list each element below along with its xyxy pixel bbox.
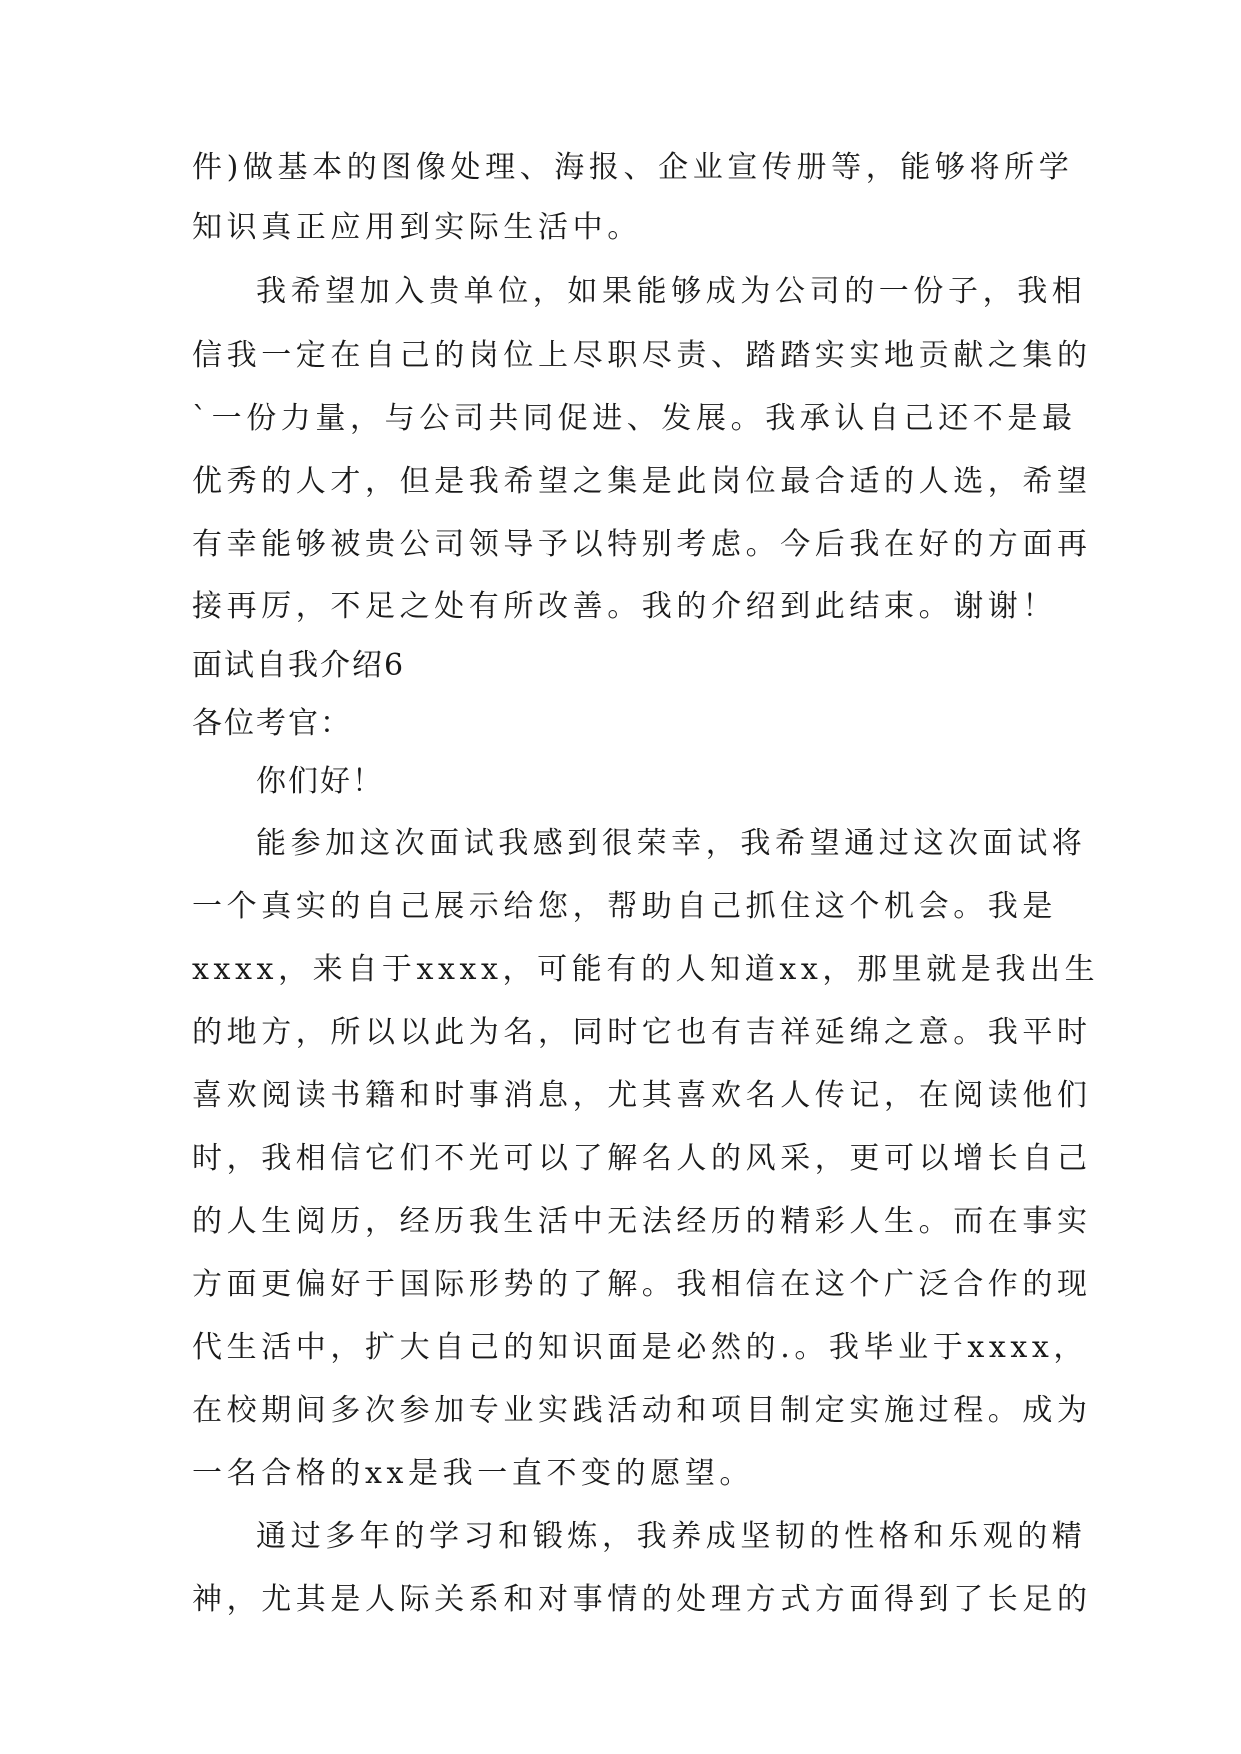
greeting: 你们好！: [256, 764, 384, 799]
text-line-13: 一个真实的自己展示给您，帮助自己抓住这个机会。我是: [192, 889, 1057, 924]
text-line-15: 的地方，所以以此为名，同时它也有吉祥延绵之意。我平时: [192, 1015, 1092, 1050]
text-line-3: 我希望加入贵单位，如果能够成为公司的一份子，我相: [256, 274, 1087, 309]
section-heading: 面试自我介绍6: [192, 648, 406, 683]
text-line-5: `一份力量，与公司共同促进、发展。我承认自己还不是最: [192, 401, 1077, 436]
text-line-24: 神，尤其是人际关系和对事情的处理方式方面得到了长足的: [192, 1582, 1092, 1617]
text-line-12: 能参加这次面试我感到很荣幸，我希望通过这次面试将: [256, 826, 1087, 861]
salutation: 各位考官：: [192, 706, 352, 741]
text-line-4: 信我一定在自己的岗位上尽职尽责、踏踏实实地贡献之集的: [192, 338, 1092, 373]
text-line-19: 方面更偏好于国际形势的了解。我相信在这个广泛合作的现: [192, 1267, 1092, 1302]
text-line-16: 喜欢阅读书籍和时事消息，尤其喜欢名人传记，在阅读他们: [192, 1078, 1092, 1113]
text-line-23: 通过多年的学习和锻炼，我养成坚韧的性格和乐观的精: [256, 1519, 1087, 1554]
text-line-22: 一名合格的xx是我一直不变的愿望。: [192, 1456, 755, 1491]
text-line-1: 件)做基本的图像处理、海报、企业宣传册等，能够将所学: [192, 150, 1074, 185]
text-line-14: xxxx，来自于xxxx，可能有的人知道xx，那里就是我出生: [192, 952, 1100, 987]
text-line-17: 时，我相信它们不光可以了解名人的风采，更可以增长自己: [192, 1141, 1092, 1176]
text-line-18: 的人生阅历，经历我生活中无法经历的精彩人生。而在事实: [192, 1204, 1092, 1239]
text-line-7: 有幸能够被贵公司领导予以特别考虑。今后我在好的方面再: [192, 527, 1092, 562]
text-line-21: 在校期间多次参加专业实践活动和项目制定实施过程。成为: [192, 1393, 1092, 1428]
text-line-20: 代生活中，扩大自己的知识面是必然的.。我毕业于xxxx，: [192, 1330, 1089, 1365]
text-line-2: 知识真正应用到实际生活中。: [192, 210, 642, 245]
text-line-8: 接再厉，不足之处有所改善。我的介绍到此结束。谢谢！: [192, 589, 1057, 624]
text-line-6: 优秀的人才，但是我希望之集是此岗位最合适的人选，希望: [192, 464, 1092, 499]
